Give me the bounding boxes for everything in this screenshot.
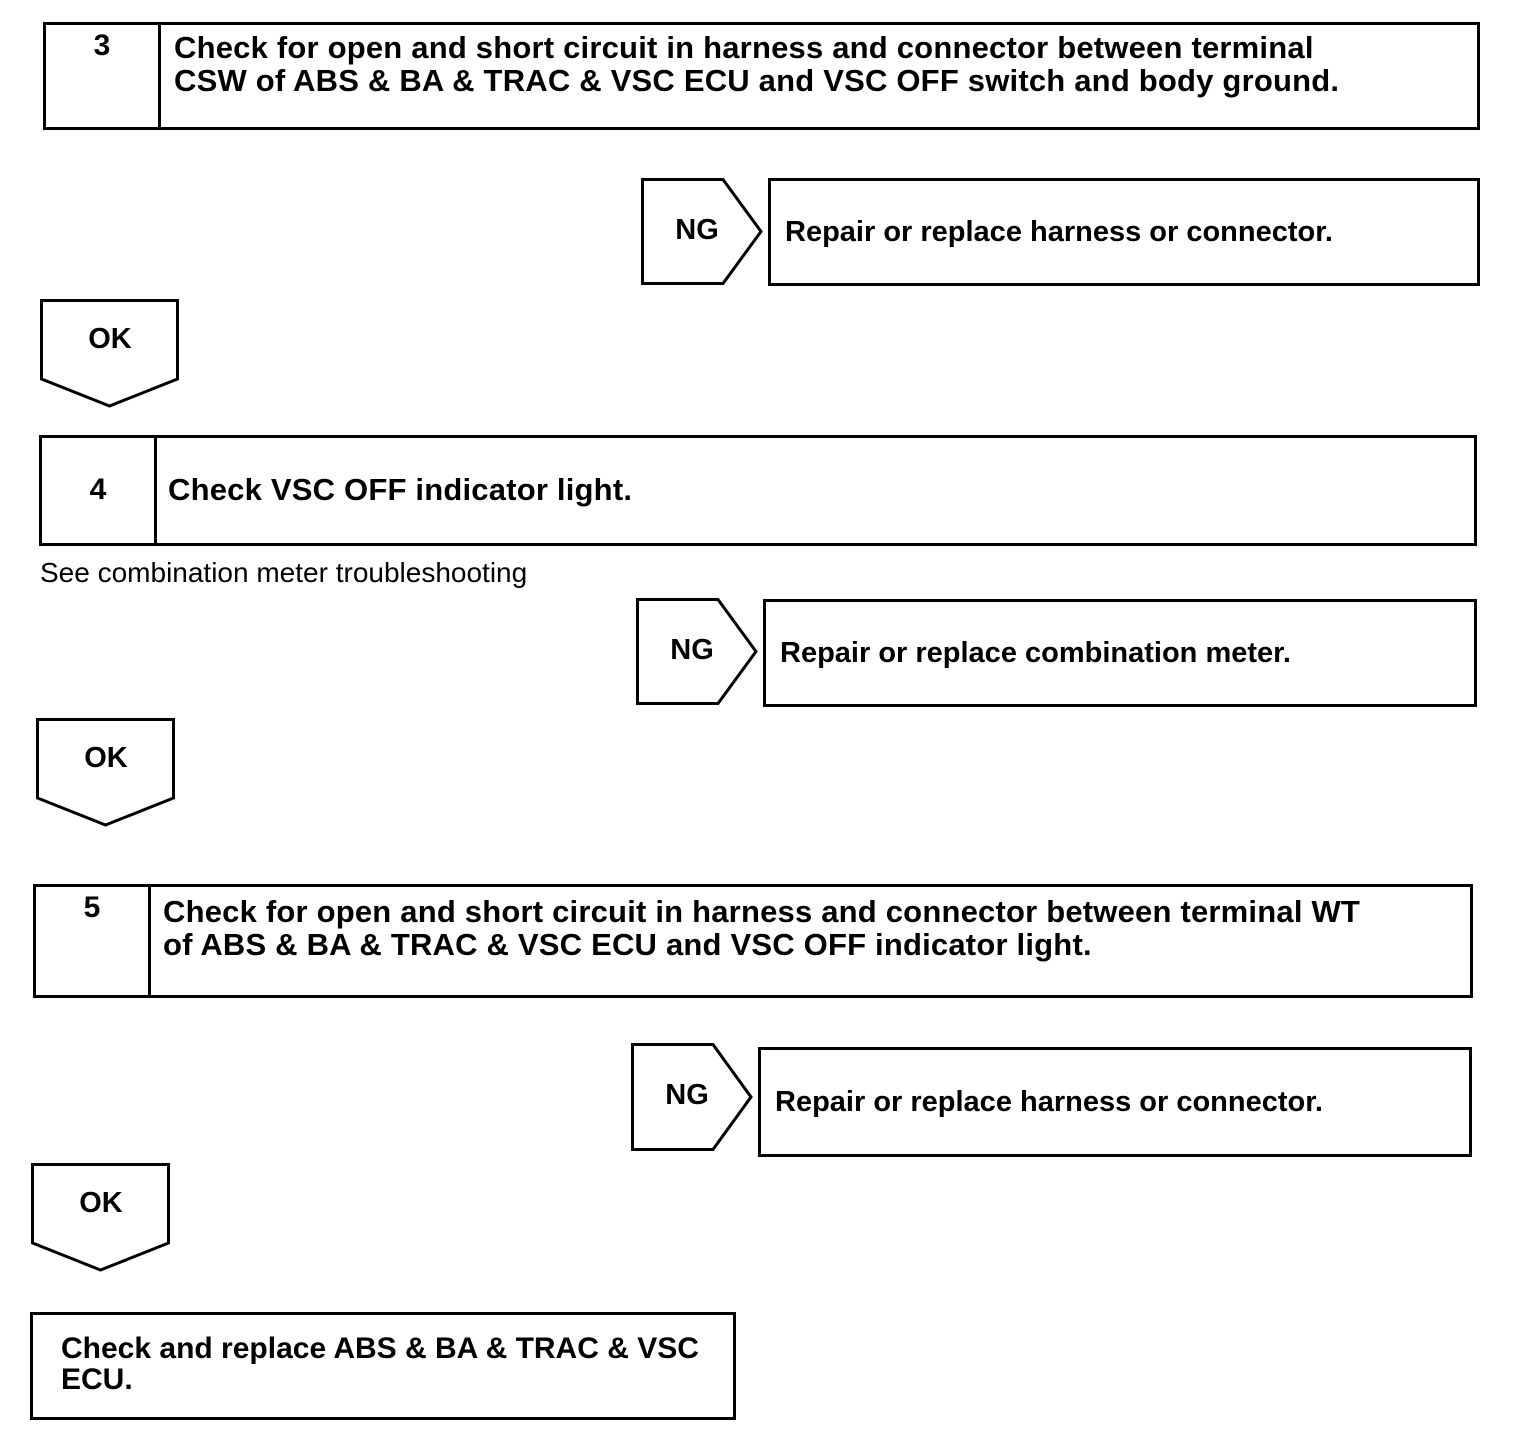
step-5-line-2: of ABS & BA & TRAC & VSC ECU and VSC OFF indicator light. — [163, 927, 1092, 962]
step-4-number: 4 — [42, 438, 157, 543]
step-4-ng-tag — [636, 598, 758, 705]
step-3-ng-tag — [641, 178, 763, 285]
step-4-ng-result-box — [763, 599, 1477, 707]
step-5-ng-label: NG — [665, 1079, 709, 1111]
step-3-ok-tag — [40, 299, 180, 409]
step-5-ok-tag — [31, 1163, 171, 1273]
step-5-ng-tag — [631, 1043, 753, 1151]
step-3-ng-label: NG — [675, 214, 719, 246]
step-4-ok-tag — [36, 718, 176, 828]
step-3-line-2: CSW of ABS & BA & TRAC & VSC ECU and VSC OFF switch and body ground. — [174, 63, 1340, 98]
step-5-ng-action: Repair or replace harness or connector. — [775, 1085, 1323, 1118]
final-action-box — [30, 1312, 736, 1420]
step-4-ok-label: OK — [84, 742, 128, 774]
step-5-box — [33, 884, 1473, 998]
step-4-note: See combination meter troubleshooting — [40, 557, 528, 588]
step-3-text — [174, 31, 1339, 97]
step-5-ng-result-box — [758, 1047, 1472, 1157]
step-4-line-1: Check VSC OFF indicator light. — [168, 472, 633, 507]
step-5-text — [163, 895, 1360, 961]
step-3-line-1: Check for open and short circuit in harness and connector between terminal — [174, 30, 1314, 65]
final-line-2: ECU. — [61, 1363, 133, 1396]
step-4-box — [39, 435, 1477, 546]
step-3-ng-result-box — [768, 178, 1480, 286]
final-line-1: Check and replace ABS & BA & TRAC & VSC — [61, 1332, 699, 1365]
step-4-ng-action: Repair or replace combination meter. — [780, 636, 1291, 669]
step-4-text — [168, 473, 632, 506]
step-3-number: 3 — [46, 25, 161, 127]
step-5-ok-label: OK — [79, 1187, 123, 1219]
step-3-box — [43, 22, 1480, 130]
step-5-line-1: Check for open and short circuit in harness and connector between terminal WT — [163, 894, 1361, 929]
step-4-ng-label: NG — [670, 634, 714, 666]
step-5-number: 5 — [36, 887, 151, 995]
step-3-ng-action: Repair or replace harness or connector. — [785, 215, 1333, 248]
step-3-ok-label: OK — [88, 323, 132, 355]
final-action-text — [61, 1333, 699, 1395]
